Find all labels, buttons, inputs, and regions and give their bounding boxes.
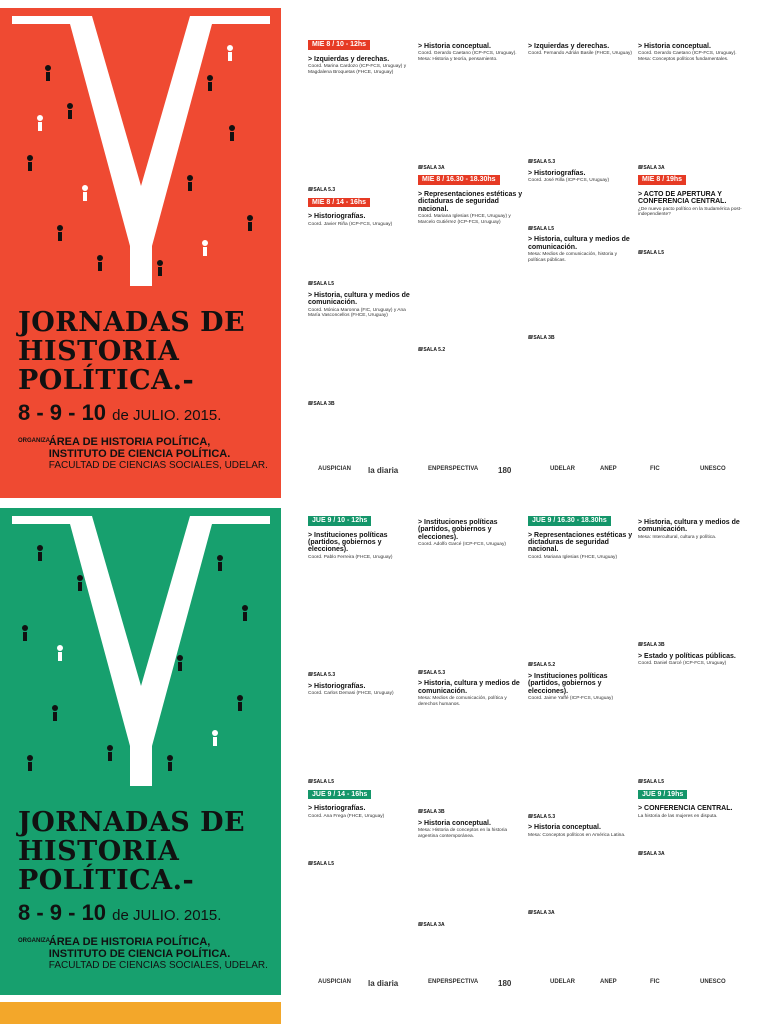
session-coord: Coord. Ana Frega (FHCE, Uruguay) — [308, 813, 385, 819]
session-title: > Historia, cultura y medios de comunicación. — [638, 519, 744, 534]
session-title: > Historia conceptual. — [638, 43, 744, 50]
session-coord: Coord. Gerardo Caetano (ICP-FCS, Uruguay). Mesa: Conceptos políticos fundamentales. — [638, 51, 737, 62]
sponsor-logo: ENPERSPECTIVA — [428, 466, 479, 472]
sponsor-label: AUSPICIAN — [318, 466, 352, 472]
session-coord: La historia de las mujeres en disputa. — [638, 813, 718, 819]
program-column — [418, 516, 524, 932]
session-room: ///// SALA 3B — [638, 643, 744, 649]
org-line-2: INSTITUTO DE CIENCIA POLÍTICA. — [48, 448, 231, 460]
organizer-block — [18, 936, 276, 971]
program-column — [638, 40, 744, 260]
session-title: > Instituciones políticas (partidos, gobiernos y elecciones). — [528, 673, 634, 695]
session-coord: Coord. Pablo Ferreira (FHCE, Uruguay) — [308, 554, 393, 560]
org-line-1: ÁREA DE HISTORIA POLÍTICA, — [48, 936, 211, 948]
poster-title: JORNADAS DE HISTORIA POLÍTICA.- — [18, 807, 246, 896]
session-coord: Coord. Gerardo Caetano (ICP-FCS, Uruguay). Mesa: Historia y teoría, pensamiento. — [418, 51, 517, 62]
org-line-3: FACULTAD DE CIENCIAS SOCIALES, UDELAR. — [48, 960, 268, 971]
session-papers — [308, 820, 414, 860]
session-title: > Historiografías. — [308, 805, 414, 812]
session-coord: Mesa: Medios de comunicación, política y derechos humanos. — [418, 696, 507, 707]
sponsor-logo: UDELAR — [550, 979, 575, 985]
session-coord: Coord. Fernando Adrián Basile (FHCE, Uruguay) — [528, 51, 632, 57]
session-papers — [418, 841, 524, 921]
organiza-label: ORGANIZA — [18, 438, 50, 444]
session-title: > Historia conceptual. — [418, 43, 524, 50]
session-title: > ACTO DE APERTURA Y CONFERENCIA CENTRAL. — [638, 191, 744, 206]
session-room: ///// SALA 5.3 — [528, 815, 634, 821]
session-title: > Historiografías. — [308, 683, 414, 690]
session-papers — [418, 708, 524, 808]
session-room: ///// SALA L5 — [638, 251, 744, 257]
program-column — [418, 40, 524, 358]
session-title: > Historiografías. — [528, 170, 634, 177]
sponsor-logo: ENPERSPECTIVA — [428, 979, 479, 985]
session-coord: Coord. Daniel Garcé (ICP-FCS, Uruguay) — [638, 661, 727, 667]
session-room: ///// SALA 5.3 — [308, 188, 414, 194]
session-papers — [528, 58, 634, 158]
program-column — [638, 516, 744, 862]
people-illustration — [0, 8, 281, 308]
session-coord: Coord. Marina Cardozo (ICP-FCS, Uruguay) y Magdalena Broquetas (FHCE, Uruguay) — [308, 64, 407, 75]
session-room: ///// SALA 5.2 — [528, 663, 634, 669]
poster-orange-strip — [0, 1002, 281, 1024]
organiza-label: ORGANIZA — [18, 938, 50, 944]
day-badge: JUE 9 / 16.30 - 18.30hs — [528, 516, 611, 526]
poster-dates — [18, 900, 221, 926]
session-papers — [638, 820, 744, 850]
day-badge: JUE 9 / 10 - 12hs — [308, 516, 371, 526]
sponsor-logo: UDELAR — [550, 466, 575, 472]
session-papers — [528, 839, 634, 909]
program-day-9 — [308, 516, 760, 971]
program-day-8 — [308, 40, 760, 407]
session-room: ///// SALA L5 — [308, 282, 414, 288]
dates-month: de JULIO. 2015. — [112, 407, 222, 424]
session-papers — [528, 561, 634, 661]
dates-month: de JULIO. 2015. — [112, 907, 222, 924]
sponsor-logo: 180 — [498, 466, 512, 475]
sponsor-logo: la diaria — [368, 466, 399, 475]
organizer-block — [18, 436, 276, 471]
session-coord: Mesa: Conceptos políticos en América Latina. — [528, 832, 626, 838]
session-papers — [638, 219, 744, 249]
org-line-1: ÁREA DE HISTORIA POLÍTICA, — [48, 436, 211, 448]
session-room: ///// SALA 5.3 — [528, 160, 634, 166]
session-title: > Izquierdas y derechas. — [308, 56, 414, 63]
sponsor-logo: 180 — [498, 979, 512, 988]
session-title: > Instituciones políticas (partidos, gobiernos y elecciones). — [418, 519, 524, 541]
session-papers — [638, 541, 744, 641]
program-column — [308, 40, 414, 412]
session-coord: Coord. José Rilla (ICP-FCS, Uruguay) — [528, 178, 610, 183]
org-line-3: FACULTAD DE CIENCIAS SOCIALES, UDELAR. — [48, 460, 268, 471]
session-papers — [638, 668, 744, 778]
session-room: ///// SALA 5.2 — [418, 348, 524, 354]
day-badge: MIE 8 / 10 - 12hs — [308, 40, 370, 50]
session-room: ///// SALA L5 — [308, 862, 414, 868]
org-line-2: INSTITUTO DE CIENCIA POLÍTICA. — [48, 948, 231, 960]
day-badge: MIE 8 / 14 - 16hs — [308, 198, 370, 208]
session-title: > Historia, cultura y medios de comunicación. — [528, 236, 634, 251]
session-coord: Coord. Mónica Maronna (FIC, Uruguay) y Ana María Vasconcellos (FHCE, Uruguay) — [308, 307, 406, 319]
sponsor-logo: UNESCO — [700, 979, 726, 985]
day-badge: MIE 8 / 16.30 - 18.30hs — [418, 175, 500, 185]
session-papers — [308, 228, 414, 280]
program-column — [308, 516, 414, 872]
sponsor-logo: FIC — [650, 979, 660, 985]
session-room: ///// SALA L5 — [638, 780, 744, 786]
session-papers — [528, 264, 634, 334]
people-illustration — [0, 508, 281, 808]
session-title: > Representaciones estéticas y dictaduras de seguridad nacional. — [528, 532, 634, 554]
session-papers — [528, 185, 634, 225]
session-papers — [528, 703, 634, 813]
session-title: > Izquierdas y derechas. — [528, 43, 634, 50]
sponsor-logo: FIC — [650, 466, 660, 472]
session-papers — [308, 320, 414, 400]
session-room: ///// SALA L5 — [308, 780, 414, 786]
session-coord: Mesa: Historia de conceptos en la historia argentina contemporánea. — [418, 828, 508, 839]
session-coord: Mesa: Medios de comunicación, historia y políticas públicas. — [528, 252, 618, 263]
sponsor-logos — [300, 979, 768, 993]
session-coord: Coord. Mariana Iglesias (FHCE, Uruguay) y Marcelo Gutiérrez (ICP-FCS, Uruguay) — [418, 214, 511, 225]
poster-red — [0, 8, 281, 498]
session-room: ///// SALA 5.3 — [418, 671, 524, 677]
session-coord: Coord. Adolfo Garcé (ICP-FCS, Uruguay) — [418, 542, 506, 548]
session-title: > Historiografías. — [308, 213, 414, 220]
session-papers — [418, 549, 524, 669]
sponsor-logo: UNESCO — [700, 466, 726, 472]
poster-dates — [18, 400, 221, 426]
session-papers — [308, 698, 414, 778]
session-papers — [418, 226, 524, 346]
session-title: > Historia conceptual. — [418, 820, 524, 827]
session-coord: Coord. Mariana Iglesias (FHCE, Uruguay) — [528, 554, 618, 560]
sponsor-logo: ANEP — [600, 979, 617, 985]
session-title: > Historia, cultura y medios de comunicación. — [418, 680, 524, 695]
day-badge: JUE 9 / 14 - 16hs — [308, 790, 371, 800]
session-papers — [418, 64, 524, 164]
sponsor-logos — [300, 466, 768, 480]
session-room: ///// SALA L5 — [528, 227, 634, 233]
session-room: ///// SALA 5.3 — [308, 673, 414, 679]
session-room: ///// SALA 3A — [638, 166, 744, 172]
session-room: ///// SALA 3A — [528, 911, 634, 917]
session-papers — [308, 76, 414, 186]
session-room: ///// SALA 3B — [528, 336, 634, 342]
session-papers — [638, 64, 744, 164]
session-room: ///// SALA 3A — [418, 166, 524, 172]
poster-title: JORNADAS DE HISTORIA POLÍTICA.- — [18, 307, 246, 396]
session-title: > Instituciones políticas (partidos, gobiernos y elecciones). — [308, 532, 414, 554]
session-coord: Coord. Jaime Yaffé (ICP-FCS, Uruguay) — [528, 696, 614, 702]
day-badge: MIE 8 / 19hs — [638, 175, 686, 185]
session-room: ///// SALA 3B — [418, 810, 524, 816]
session-title: > Historia, cultura y medios de comunicación. — [308, 292, 414, 307]
session-coord: Mesa: Intercultural, cultura y política. — [638, 534, 717, 540]
session-room: ///// SALA 3A — [418, 923, 524, 929]
session-room: ///// SALA 3A — [638, 852, 744, 858]
sponsor-label: AUSPICIAN — [318, 979, 352, 985]
session-title: > Estado y políticas públicas. — [638, 653, 744, 660]
session-coord: Coord. Carlos Demasi (FHCE, Uruguay) — [308, 691, 394, 697]
session-title: > CONFERENCIA CENTRAL. — [638, 805, 744, 812]
day-badge: JUE 9 / 19hs — [638, 790, 687, 800]
dates-numbers: 8 - 9 - 10 — [18, 400, 107, 425]
sponsor-logo: la diaria — [368, 979, 399, 988]
poster-green — [0, 508, 281, 995]
sponsor-logo: ANEP — [600, 466, 617, 472]
program-column — [528, 40, 634, 346]
session-title: > Historia conceptual. — [528, 824, 634, 831]
session-room: ///// SALA 3B — [308, 402, 414, 408]
session-papers — [308, 561, 414, 671]
program-column — [528, 516, 634, 921]
session-coord: ¿De nuevo pacto político en la Sudamérica post-independiente? — [638, 206, 742, 218]
dates-numbers: 8 - 9 - 10 — [18, 900, 107, 925]
session-coord: Coord. Javier Riña (ICP-FCS, Uruguay) — [308, 221, 393, 227]
session-title: > Representaciones estéticas y dictaduras de seguridad nacional. — [418, 191, 524, 213]
